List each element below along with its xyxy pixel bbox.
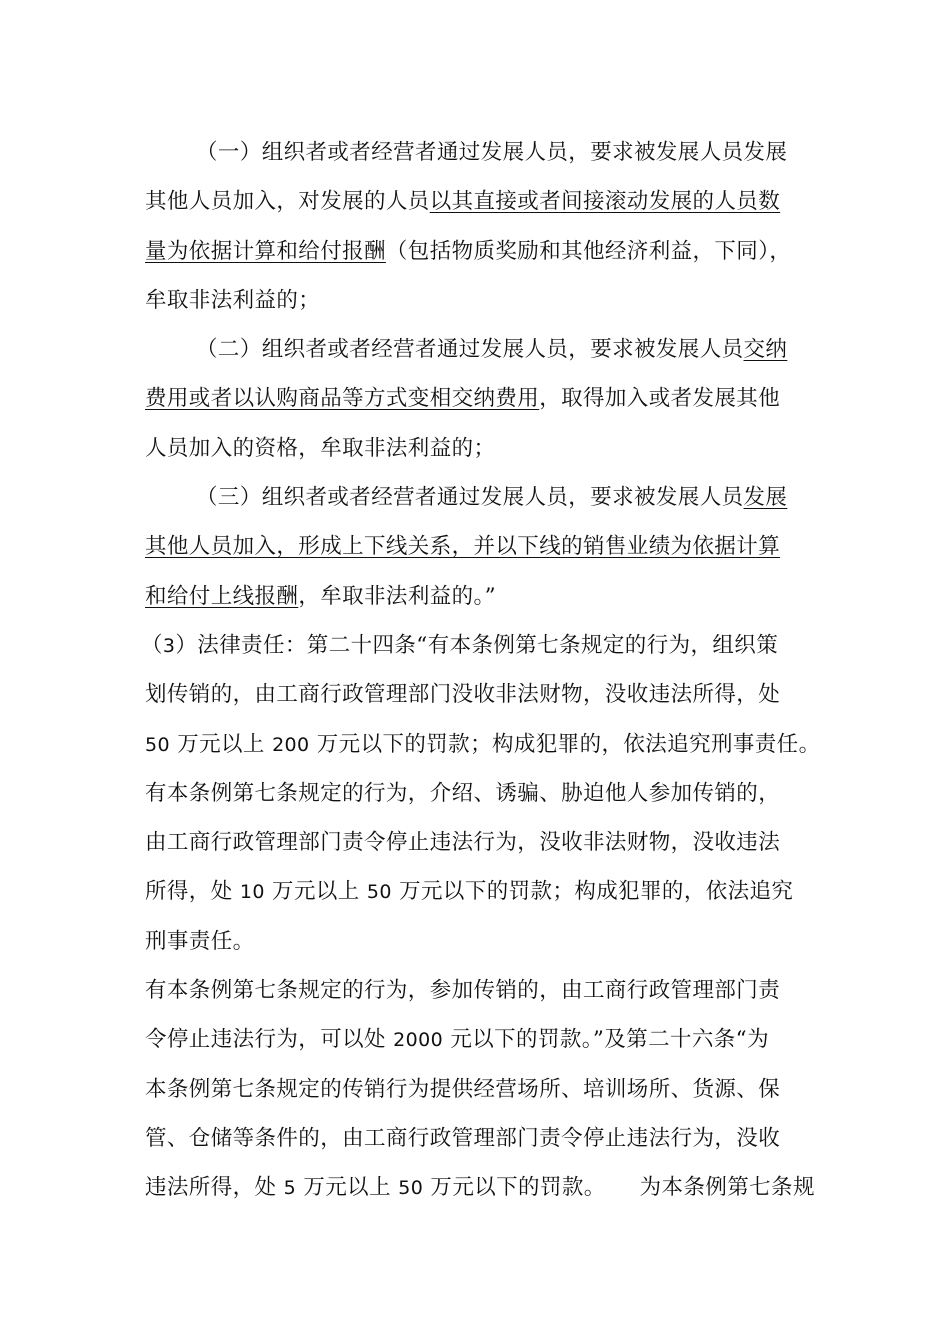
liability-line-6: [145, 867, 810, 916]
liability-line-7: [145, 917, 810, 966]
item-3-line-2: [145, 522, 810, 571]
liability-number: 3: [162, 634, 176, 657]
liability-text: 刑事责任。: [145, 928, 255, 954]
liability-line-8: [145, 966, 810, 1015]
item-1-line-2: [145, 177, 810, 226]
liability-text: 万元以上: [264, 879, 367, 905]
liability-line-2: [145, 670, 810, 719]
item-1-text: （包括物质奖励和其他经济利益，下同），: [385, 238, 792, 264]
item-3-text: （三）组织者或者经营者通过发展人员，要求被发展人员: [196, 485, 744, 511]
item-3-underlined-text: 和给付上线报酬: [145, 583, 299, 609]
liability-text: 万元以上: [296, 1175, 399, 1201]
liability-text: 有本条例第七条规定的行为，参加传销的，由工商行政管理部门责: [145, 978, 781, 1004]
liability-text: 本条例第七条规定的传销行为提供经营场所、培训场所、货源、保: [145, 1076, 781, 1102]
liability-number: 50: [366, 881, 392, 904]
liability-line-11: [145, 1114, 810, 1163]
item-3-underlined-text: 其他人员加入，形成上下线关系，并以下线的销售业绩为依据计算: [145, 534, 781, 560]
document-body: [141, 128, 821, 1213]
item-1-line-1: [145, 128, 810, 177]
item-3-text: ，牟取非法利益的。”: [298, 583, 497, 609]
liability-line-12: [145, 1163, 815, 1212]
item-1-line-4: [145, 276, 810, 325]
liability-text: 令停止违法行为，可以处: [145, 1027, 394, 1053]
liability-text: 所得，处: [145, 879, 240, 905]
liability-text: 违法所得，处: [145, 1175, 284, 1201]
item-2-line-3: [145, 424, 810, 473]
liability-text: 管、仓储等条件的，由工商行政管理部门责令停止违法行为，没收: [145, 1125, 781, 1151]
liability-text: 万元以上: [169, 731, 273, 757]
item-2-underlined-text: 交纳: [743, 337, 788, 363]
item-1-text: （一）组织者或者经营者通过发展人员，要求被发展人员发展: [196, 140, 788, 165]
liability-text: 元以下的罚款。”及第二十六条“为: [443, 1027, 769, 1053]
liability-line-4: [145, 769, 810, 818]
liability-text: 为本条例第七条规: [639, 1175, 815, 1201]
item-3-line-3: [145, 572, 810, 621]
liability-number: 2000: [393, 1029, 444, 1052]
item-1-underlined-text: 以其直接或者间接滚动发展的人员数: [429, 189, 781, 215]
liability-number: 200: [272, 733, 310, 756]
item-2-text: ，取得加入或者发展其他: [539, 386, 781, 412]
liability-line-10: [145, 1065, 810, 1114]
item-1-text: 其他人员加入，对发展的人员: [145, 189, 430, 215]
liability-text: 万元以下的罚款；构成犯罪的，依法追究刑事责任。: [309, 731, 821, 757]
liability-number: 5: [283, 1177, 297, 1200]
liability-text: ）法律责任：第二十四条“有本条例第七条规定的行为，组织策: [175, 632, 779, 658]
item-2-line-1: [145, 325, 810, 374]
item-1-line-3: [145, 227, 810, 276]
liability-text: 划传销的，由工商行政管理部门没收非法财物，没收违法所得，处: [145, 682, 781, 708]
liability-line-9: [145, 1015, 810, 1064]
liability-number: 10: [239, 881, 265, 904]
liability-line-5: [145, 818, 810, 867]
liability-number: 50: [398, 1177, 424, 1200]
item-2-text: （二）组织者或者经营者通过发展人员，要求被发展人员: [196, 337, 744, 363]
item-1-text: 牟取非法利益的；: [145, 287, 321, 313]
liability-text: 万元以下的罚款。: [423, 1175, 606, 1201]
liability-number: 50: [145, 733, 170, 756]
liability-line-1: [141, 621, 810, 670]
item-2-underlined-text: 费用或者以认购商品等方式变相交纳费用: [145, 386, 540, 412]
item-1-underlined-text: 量为依据计算和给付报酬: [145, 238, 386, 264]
liability-text: 万元以下的罚款；构成犯罪的，依法追究: [391, 879, 794, 905]
item-3-underlined-text: 发展: [743, 485, 788, 511]
item-3-line-1: [145, 473, 810, 522]
item-2-text: 人员加入的资格，牟取非法利益的；: [145, 435, 496, 461]
liability-text: 有本条例第七条规定的行为，介绍、诱骗、胁迫他人参加传销的，: [145, 780, 781, 806]
item-2-line-2: [145, 374, 810, 423]
liability-line-3: [145, 720, 821, 769]
liability-text: （: [141, 632, 163, 658]
liability-text: 由工商行政管理部门责令停止违法行为，没收非法财物，没收违法: [145, 830, 781, 856]
